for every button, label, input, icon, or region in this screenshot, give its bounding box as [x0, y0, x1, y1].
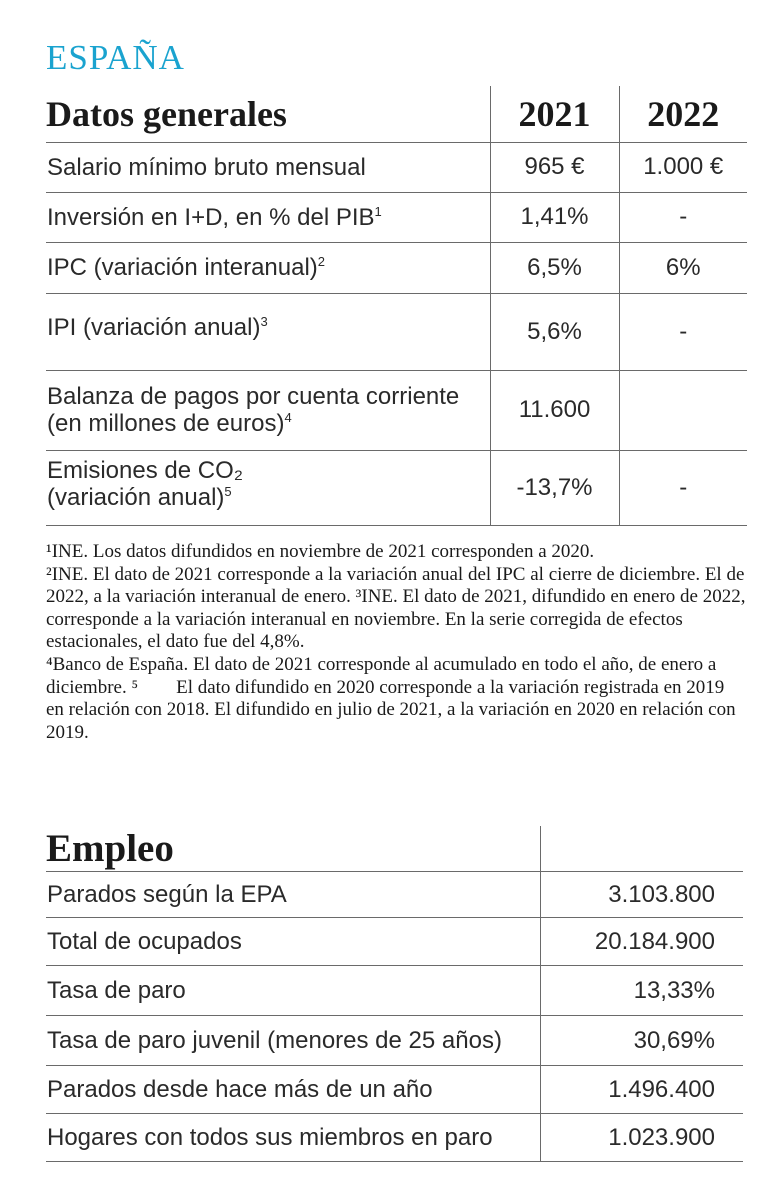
row-value: 30,69% — [540, 1016, 743, 1066]
row-value: 1.496.400 — [540, 1066, 743, 1114]
row-value: 3.103.800 — [540, 872, 743, 918]
row-label: IPC (variación interanual)$^2$ — [46, 242, 490, 293]
row-value: 1.023.900 — [540, 1114, 743, 1162]
table-row — [46, 142, 747, 192]
row-label: Total de ocupados — [46, 918, 540, 966]
value-2021: 5,6% — [490, 293, 619, 370]
row-label: IPI (variación anual)$^3$ — [46, 293, 490, 370]
table-row — [46, 918, 743, 966]
row-label: Parados según la EPA — [46, 872, 540, 918]
row-label: Hogares con todos sus miembros en paro — [46, 1114, 540, 1162]
value-2021: 6,5% — [490, 242, 619, 293]
table-row — [46, 1016, 743, 1066]
value-2022: 6% — [619, 242, 747, 293]
row-label: Emisiones de CO₂ (variación anual)$^5$ — [46, 450, 490, 525]
row-value: 20.184.900 — [540, 918, 743, 966]
footnote: ²INE. El dato de 2021 corresponde a la variación anual del IPC al cierre de diciembre. El de 2022, a la variación interanual de enero. ³INE. El dato de 2021, difundido en enero de 2022, corresponde a la variación interanual en noviembre. En la serie corregida de efectos estacionales, el dato fue del 4,8%. — [46, 563, 746, 653]
footnotes — [46, 541, 746, 744]
row-label: Parados desde hace más de un año — [46, 1066, 540, 1114]
value-2022: - — [619, 192, 747, 242]
value-2021: 11.600 — [490, 370, 619, 450]
table-row — [46, 872, 743, 918]
table-row — [46, 370, 747, 450]
value-2021: -13,7% — [490, 450, 619, 525]
table-row — [46, 192, 747, 242]
year-header-2021: 2021 — [490, 86, 619, 142]
employment-table — [46, 826, 743, 1162]
employment-table-title: Empleo — [46, 826, 540, 872]
table-row — [46, 1066, 743, 1114]
row-label: Inversión en I+D, en % del PIB$^1$ — [46, 192, 490, 242]
value-2022: 1.000 € — [619, 142, 747, 192]
row-label: Salario mínimo bruto mensual — [46, 142, 490, 192]
table-row — [46, 966, 743, 1016]
value-2022: - — [619, 450, 747, 525]
employment-header-cell — [540, 826, 743, 872]
value-2021: 1,41% — [490, 192, 619, 242]
row-label: Balanza de pagos por cuenta corriente (en millones de euros)$^4$ — [46, 370, 490, 450]
row-value: 13,33% — [540, 966, 743, 1016]
row-label: Tasa de paro juvenil (menores de 25 años) — [46, 1016, 540, 1066]
footnote: ⁴Banco de España. El dato de 2021 corresponde al acumulado en todo el año, de enero a diciembre. ⁵ El dato difundido en 2020 corresponde a la variación registrada en 2019 en relación con 2018. El difundido en julio de 2021, a la variación en 2020 en relación con 2019. — [46, 653, 741, 743]
table-row — [46, 293, 747, 370]
table-row — [46, 242, 747, 293]
general-table-title: Datos generales — [46, 86, 490, 142]
country-title: ESPAÑA — [46, 38, 185, 77]
row-label: Tasa de paro — [46, 966, 540, 1016]
year-header-2022: 2022 — [619, 86, 747, 142]
general-data-table — [46, 86, 747, 526]
table-row — [46, 1114, 743, 1162]
value-2022 — [619, 370, 747, 450]
table-row — [46, 450, 747, 525]
value-2021: 965 € — [490, 142, 619, 192]
value-2022: - — [619, 293, 747, 370]
footnote: ¹INE. Los datos difundidos en noviembre de 2021 corresponden a 2020. — [46, 541, 595, 562]
